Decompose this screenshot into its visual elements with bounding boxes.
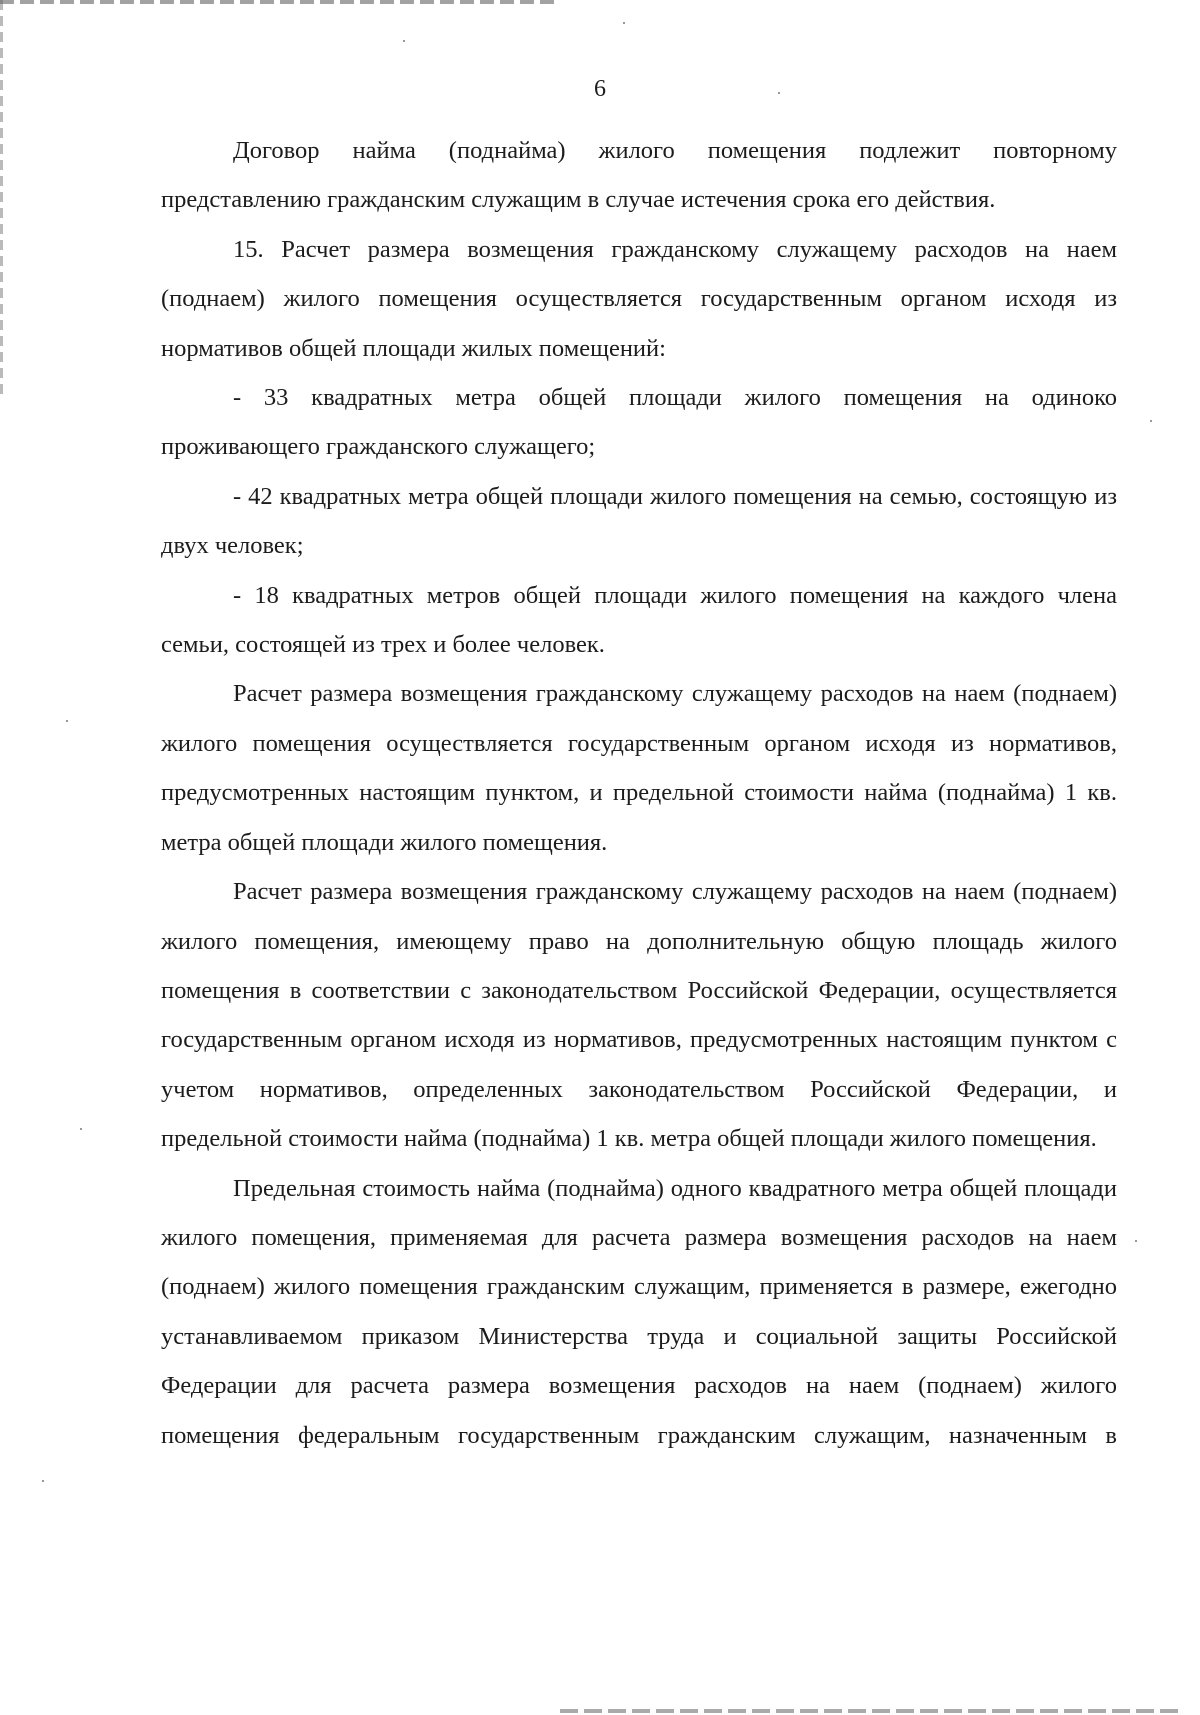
paragraph-contract-renewal: Договор найма (поднайма) жилого помещения подлежит повторному представлению гражданским служащим в случае истечения срока его действия. xyxy=(161,137,1117,214)
scan-speck xyxy=(80,1128,82,1130)
list-item-18-sqm: - 18 квадратных метров общей площади жилого помещения на каждого члена семьи, состоящей из трех и более человек. xyxy=(161,581,1117,659)
paragraph-max-cost: Предельная стоимость найма (поднайма) одного квадратного метра общей площади жилого помещения, применяемая для расчета размера возмещения расходов на наем (поднаем) жилого помещения гражданским служащим, применяется в размере, ежегодно устанавливаемом приказом Министерства труда и социальной защиты Российской Федерации для расчета размера возмещения расходов на наем (поднаем) жилого помещения федеральным государственным гражданским служащим, назначенным в xyxy=(161,1174,1117,1449)
scan-speck xyxy=(403,40,405,42)
document-body xyxy=(161,126,1117,1460)
paragraph-calculation-basis: Расчет размера возмещения гражданскому служащему расходов на наем (поднаем) жилого помещения осуществляется государственным органом исходя из нормативов, предусмотренных настоящим пунктом, и предельной стоимости найма (поднайма) 1 кв. метра общей площади жилого помещения. xyxy=(161,680,1117,856)
list-item-33-sqm: - 33 квадратных метра общей площади жилого помещения на одиноко проживающего гражданского служащего; xyxy=(161,384,1117,461)
scan-edge-bottom xyxy=(560,1709,1180,1713)
scan-speck xyxy=(623,22,625,24)
scan-speck xyxy=(1150,420,1152,422)
paragraph-additional-area: Расчет размера возмещения гражданскому служащему расходов на наем (поднаем) жилого помещения, имеющему право на дополнительную общую площадь жилого помещения в соответствии с законодательством Российской Федерации, осуществляется государственным органом исходя из нормативов, предусмотренных настоящим пунктом с учетом нормативов, определенных законодательством Российской Федерации, и предельной стоимости найма (поднайма) 1 кв. метра общей площади жилого помещения. xyxy=(161,878,1117,1153)
scan-speck xyxy=(66,720,68,722)
scan-edge-left xyxy=(0,0,3,400)
list-item-42-sqm: - 42 квадратных метра общей площади жилого помещения на семью, состоящую из двух человек; xyxy=(161,482,1117,560)
page-number: 6 xyxy=(594,76,606,102)
paragraph-item-15: 15. Расчет размера возмещения гражданскому служащему расходов на наем (поднаем) жилого помещения осуществляется государственным органом исходя из нормативов общей площади жилых помещений: xyxy=(161,235,1117,362)
scan-edge-top xyxy=(0,0,560,4)
scan-speck xyxy=(42,1480,44,1482)
scan-speck xyxy=(1135,1240,1137,1242)
